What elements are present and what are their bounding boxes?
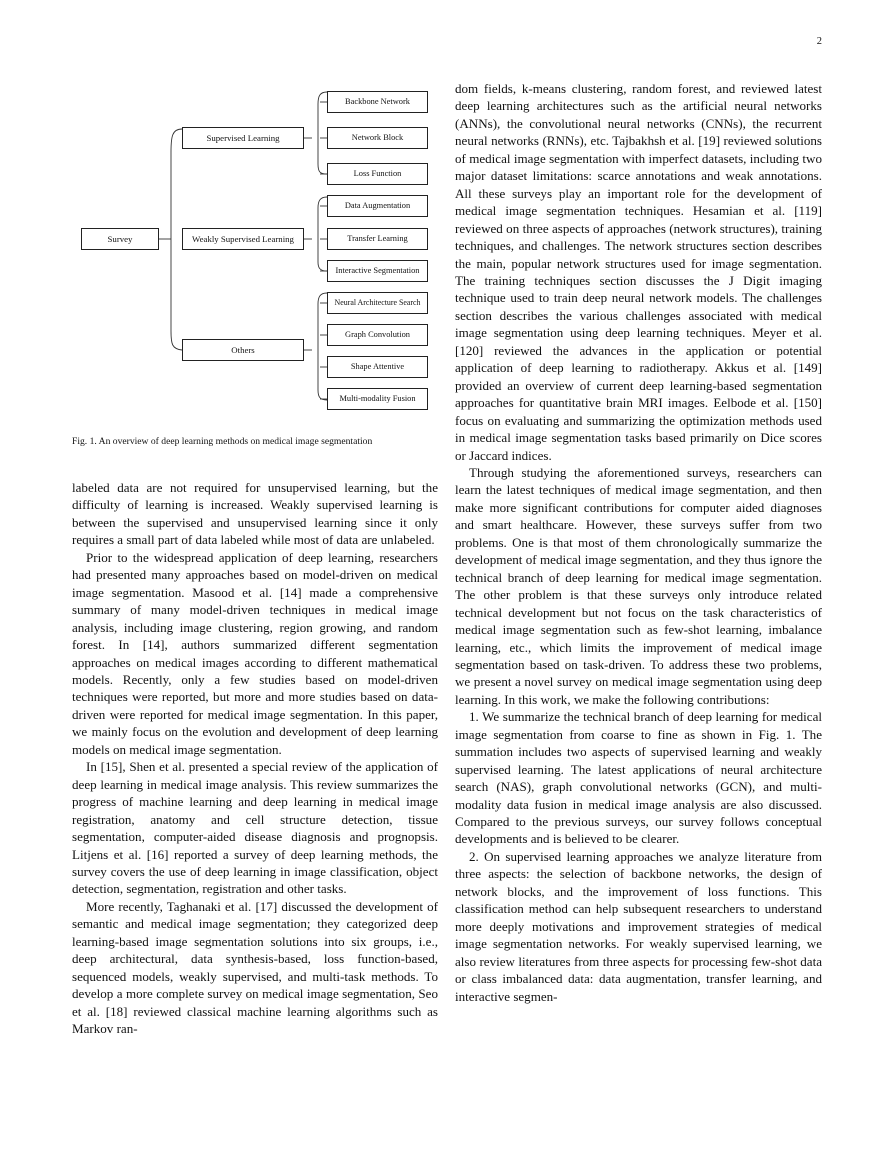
node-graph-convolution: Graph Convolution (327, 324, 428, 346)
paragraph: labeled data are not required for unsupervised learning, but the difficulty of learning is increased. Weakly supervised learning is between the supervised and unsupervised learning since it only requires a small part of data labeled while most of data are unlabeled. (72, 480, 438, 548)
node-others: Others (182, 339, 304, 361)
node-shape-attentive: Shape Attentive (327, 356, 428, 378)
paragraph: Prior to the widespread application of deep learning, researchers had presented many approaches based on model-driven on medical image segmentation. Masood et al. [14] made a comprehensive summary of many model-driven techniques in medical image analysis, including image clustering, region growing, and random forest. In [14], authors summarized different segmentation approaches on medical images according to different mathematical models. Recently, only a few studies based on model-driven techniques were reported, but more and more studies based on data-driven were reported for medical image segmentation. In this paper, we mainly focus on the evolution and development of deep learning models on medical image segmentation. (72, 549, 438, 757)
paragraph: 2. On supervised learning approaches we analyze literature from three aspects: the selection of backbone networks, the design of network blocks, and the improvement of loss functions. This classification method can help subsequent researchers to understand more deeply motivations and improvement strategies of medical image segmentation networks. For weakly supervised learning, we also review literatures from three aspects for processing few-shot data or class imbalanced data: data augmentation, transfer learning, and interactive segmen- (455, 848, 822, 1004)
node-multi-modality-fusion: Multi-modality Fusion (327, 388, 428, 410)
node-supervised-learning: Supervised Learning (182, 127, 304, 149)
node-transfer-learning: Transfer Learning (327, 228, 428, 250)
page-number: 2 (816, 36, 822, 47)
node-survey: Survey (81, 228, 159, 250)
figure-1-tree-diagram (72, 82, 440, 422)
left-column (72, 479, 438, 1038)
node-backbone-network: Backbone Network (327, 91, 428, 113)
node-network-block: Network Block (327, 127, 428, 149)
figure-caption: Fig. 1. An overview of deep learning methods on medical image segmentation (72, 436, 373, 447)
paragraph: Through studying the aforementioned surveys, researchers can learn the latest techniques of medical image segmentation, and then make more significant contributions for computer aided diagnoses and smart healthcare. However, these surveys suffer from two problems. One is that most of them chronologically summarize the development of medical image segmentation, and they thus ignore the technical branch of deep learning for medical image segmentation. The other problem is that these surveys only introduce related technical development but not focus on the task characteristics of medical image segmentation such as few-shot learning, imbalance learning, etc., which limits the improvement of medical image segmentation based on task-driven. To address these two problems, we present a novel survey on medical image segmentation using deep learning. In this work, we make the following contributions: (455, 464, 822, 707)
node-loss-function: Loss Function (327, 163, 428, 185)
paragraph: In [15], Shen et al. presented a special review of the application of deep learning in medical image analysis. This review summarizes the progress of machine learning and deep learning in medical image registration, anatomy and cell structure detection, tissue segmentation, computer-aided disease diagnosis and prognopsis. Litjens et al. [16] reported a survey of deep learning methods, the survey covers the use of deep learning in image classification, object detection, segmentation, registration and other tasks. (72, 759, 438, 897)
paragraph: 1. We summarize the technical branch of deep learning for medical image segmentation from coarse to fine as shown in Fig. 1. The summation includes two aspects of supervised learning and weakly supervised learning. The latest applications of neural architecture search (NAS), graph convolutional networks (GCN), and multi-modality data fusion in medical image analysis are also discussed. Compared to the previous surveys, our survey follows conceptual developments and is believed to be clearer. (455, 709, 822, 847)
node-neural-architecture-search: Neural Architecture Search (327, 292, 428, 314)
right-column (455, 80, 822, 1005)
paragraph: More recently, Taghanaki et al. [17] discussed the development of semantic and medical image segmentation; they categorized deep learning-based image segmentation solutions into six groups, i.e., deep architectural, data synthesis-based, loss function-based, sequenced models, weakly supervised, and multi-task methods. To develop a more complete survey on medical image segmentation, Seo et al. [18] reviewed classical machine learning algorithms such as Markov ran- (72, 898, 438, 1037)
node-data-augmentation: Data Augmentation (327, 195, 428, 217)
node-weakly-supervised-learning: Weakly Supervised Learning (182, 228, 304, 250)
node-interactive-segmentation: Interactive Segmentation (327, 260, 428, 282)
paragraph: dom fields, k-means clustering, random forest, and reviewed latest deep learning architectures such as the artificial neural networks (ANNs), the convolutional neural networks (CNNs), the recurrent neural networks (RNNs), etc. Tajbakhsh et al. [19] reviewed solutions of medical image segmentation with imperfect datasets, including two major dataset limitations: scarce annotations and weak annotations. All these surveys play an important role for the development of medical image segmentation techniques. Hesamian et al. [119] reviewed on three aspects of approaches (network structures), training techniques, and challenges. The network structures section describes the main, popular network structures used for image segmentation. The training techniques section discusses the J Digit imaging technique used to train deep neural network models. The challenges section describes the various challenges associated with medical image segmentation using deep learning techniques. Meyer et al. [120] reviewed the advances in the application or potential application of deep learning to radiotherapy. Akkus et al. [149] provided an overview of current deep learning-based segmentation approaches for quantitative brain MRI images. Eelbode et al. [150] focus on evaluating and summarizing the optimization methods used in medical image segmentation tasks based primarily on Dice scores or Jaccard indices. (455, 81, 822, 463)
